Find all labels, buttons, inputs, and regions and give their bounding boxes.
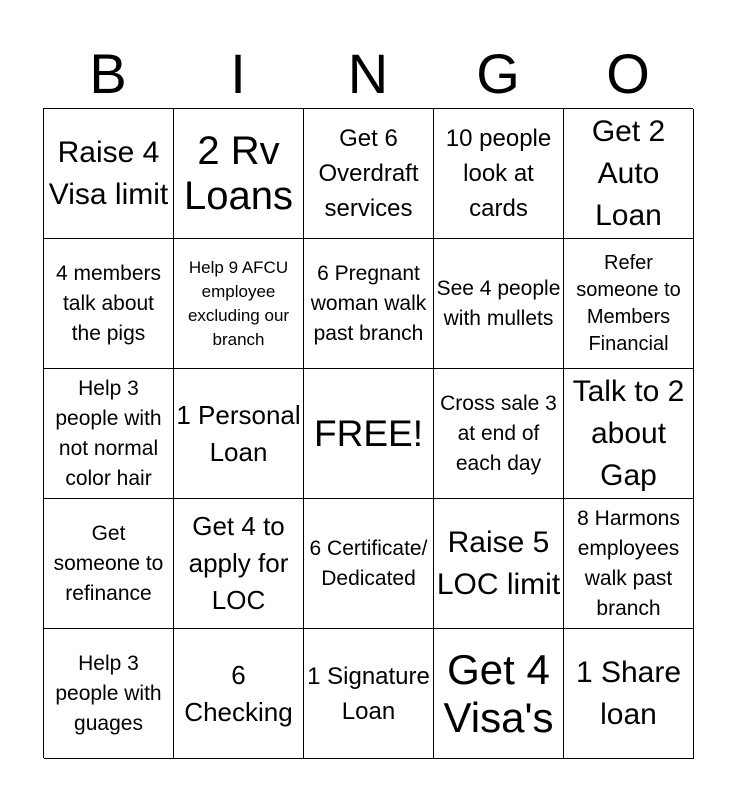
bingo-cell: Get someone to refinance [44,499,174,629]
header-letter-n: N [347,42,389,105]
header-letter-g: G [476,42,520,105]
bingo-cell: Get 2 Auto Loan [564,109,694,239]
bingo-cell: Refer someone to Members Financial [564,239,694,369]
bingo-cell: 10 people look at cards [434,109,564,239]
bingo-cell: Raise 5 LOC limit [434,499,564,629]
header-letter-o: O [606,42,650,105]
bingo-cell: 6 Checking [174,629,304,759]
bingo-cell: 1 Signature Loan [304,629,434,759]
bingo-cell: 6 Certificate/ Dedicated [304,499,434,629]
bingo-cell: 1 Share loan [564,629,694,759]
bingo-cell: Talk to 2 about Gap [564,369,694,499]
bingo-cell: Cross sale 3 at end of each day [434,369,564,499]
bingo-cell: 8 Harmons employees walk past branch [564,499,694,629]
bingo-cell: 1 Personal Loan [174,369,304,499]
bingo-cell: Get 6 Overdraft services [304,109,434,239]
bingo-cell: 2 Rv Loans [174,109,304,239]
bingo-header [43,42,693,106]
bingo-cell: See 4 people with mullets [434,239,564,369]
header-letter-i: I [230,42,246,105]
header-letter-b: B [89,42,127,105]
free-space-cell: FREE! [304,369,434,499]
bingo-cell: Get 4 Visa's [434,629,564,759]
bingo-cell: 6 Pregnant woman walk past branch [304,239,434,369]
bingo-cell: Get 4 to apply for LOC [174,499,304,629]
bingo-board [43,108,693,758]
bingo-cell: 4 members talk about the pigs [44,239,174,369]
bingo-cell: Raise 4 Visa limit [44,109,174,239]
bingo-cell: Help 9 AFCU employee excluding our branch [174,239,304,369]
bingo-cell: Help 3 people with not normal color hair [44,369,174,499]
bingo-cell: Help 3 people with guages [44,629,174,759]
